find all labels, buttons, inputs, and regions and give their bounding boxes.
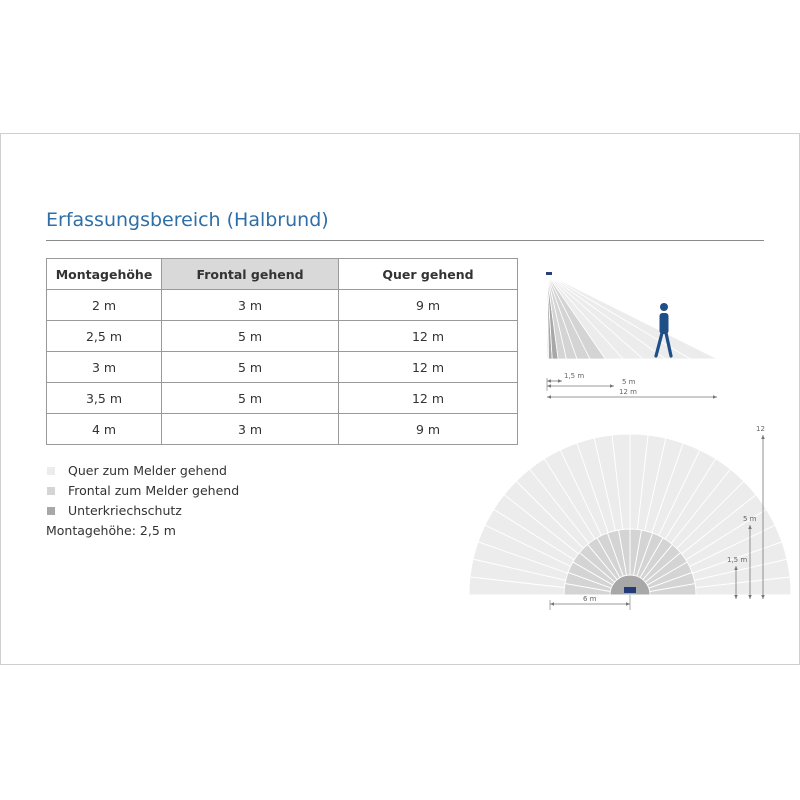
- side-sensor-icon: [546, 272, 552, 275]
- dimension-label-1-5m: 1,5 m: [727, 556, 748, 564]
- dimension-label-6m: 6 m: [583, 595, 597, 603]
- legend-swatch-crawl-protection: [47, 507, 55, 515]
- top-view-diagram: [541, 419, 781, 619]
- cell-across: 12 m: [339, 352, 518, 383]
- table-row: [47, 352, 518, 383]
- table-row: [47, 414, 518, 445]
- cell-frontal: 5 m: [162, 383, 339, 414]
- side-view-diagram: [541, 266, 731, 406]
- legend-label-across: Quer zum Melder gehend: [68, 463, 227, 478]
- column-header-frontal: Frontal gehend: [162, 259, 339, 290]
- dimension-label-5m: 5 m: [622, 378, 636, 386]
- legend-label-frontal: Frontal zum Melder gehend: [68, 483, 240, 498]
- legend-swatch-across: [47, 467, 55, 475]
- cell-mounting-height: 4 m: [47, 414, 162, 445]
- side-detection-rays: [547, 274, 718, 359]
- legend-swatch-frontal: [47, 487, 55, 495]
- detection-range-card: [0, 133, 800, 665]
- mounting-height-note: Montagehöhe: 2,5 m: [46, 523, 176, 538]
- page-title: Erfassungsbereich (Halbrund): [46, 209, 329, 231]
- cell-frontal: 3 m: [162, 290, 339, 321]
- legend-label-crawl-protection: Unterkriechschutz: [68, 503, 182, 518]
- top-sensor-icon: [624, 587, 636, 593]
- cell-across: 12 m: [339, 321, 518, 352]
- table-row: [47, 321, 518, 352]
- cell-across: 12 m: [339, 383, 518, 414]
- table-header-row: [47, 259, 518, 290]
- table-row: [47, 290, 518, 321]
- cell-mounting-height: 2,5 m: [47, 321, 162, 352]
- table-row: [47, 383, 518, 414]
- column-header-across: Quer gehend: [339, 259, 518, 290]
- dimension-label-5m: 5 m: [743, 515, 757, 523]
- cell-mounting-height: 3,5 m: [47, 383, 162, 414]
- dimension-label-1-5m: 1,5 m: [564, 372, 585, 380]
- cell-mounting-height: 2 m: [47, 290, 162, 321]
- cell-across: 9 m: [339, 290, 518, 321]
- cell-frontal: 5 m: [162, 321, 339, 352]
- cell-frontal: 5 m: [162, 352, 339, 383]
- cell-frontal: 3 m: [162, 414, 339, 445]
- title-divider: [46, 240, 764, 241]
- column-header-mounting-height: Montagehöhe: [47, 259, 162, 290]
- cell-mounting-height: 3 m: [47, 352, 162, 383]
- detection-range-table: [46, 258, 518, 445]
- dimension-label-12: 12: [756, 425, 765, 433]
- cell-across: 9 m: [339, 414, 518, 445]
- dimension-label-12m: 12 m: [619, 388, 637, 396]
